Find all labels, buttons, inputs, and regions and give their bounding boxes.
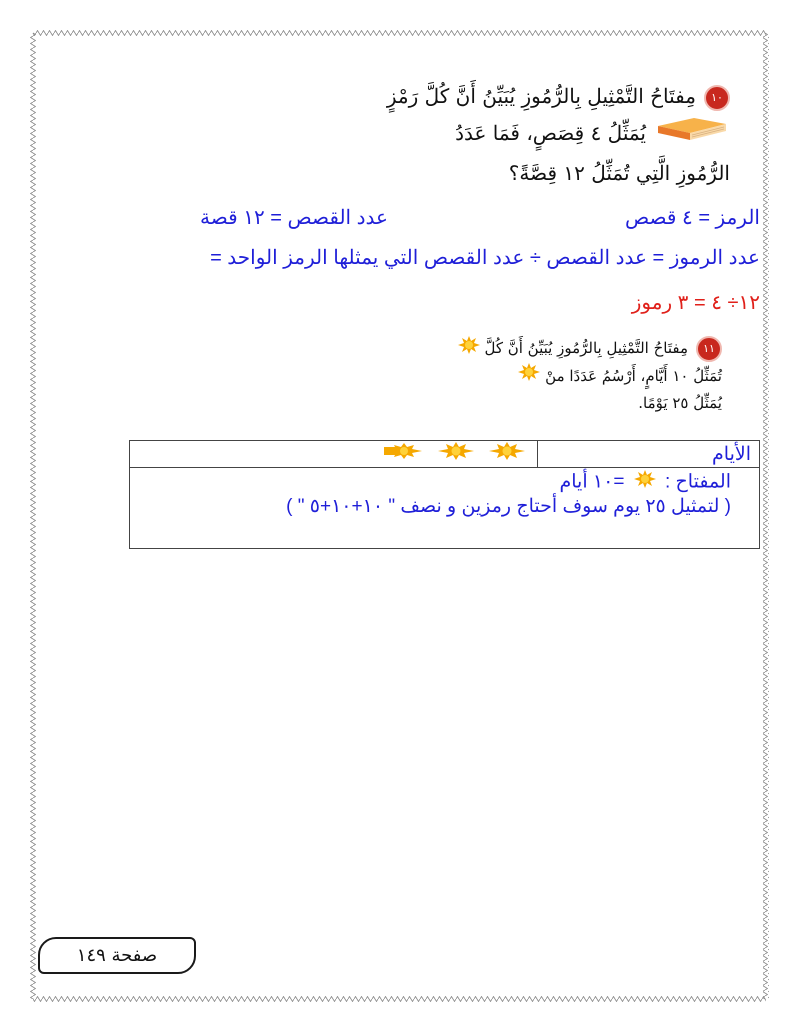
formula-line: عدد الرموز = عدد القصص ÷ عدد القصص التي يمثلها الرمز الواحد = (210, 247, 760, 269)
key-row (130, 468, 760, 549)
sun-icon (634, 470, 656, 495)
days-row (130, 441, 760, 468)
question-10 (110, 78, 730, 191)
page-number: صفحة ١٤٩ (38, 937, 196, 974)
key-label: المفتاح : (664, 471, 731, 493)
explanation-note: ( لتمثيل ٢٥ يوم سوف أحتاج رمزين و نصف " ١٠+١٠+٥ " ) (286, 496, 731, 517)
stories-count-equation: عدد القصص = ١٢ قصة (200, 207, 388, 229)
key-value: =١٠ أيام (559, 471, 625, 493)
question-10-line1: مِفتَاحُ التَّمْثِيلِ بِالرُّمُوزِ يُبَيِّنُ أَنَّ كُلَّ رَمْزٍ (386, 84, 696, 108)
sun-icon-half (384, 445, 424, 466)
question-11-line3: يُمَثِّلُ ٢٥ يَوْمًا. (638, 394, 722, 412)
book-icon (654, 114, 730, 155)
answer-result: ١٢÷ ٤ = ٣ رموز (631, 292, 760, 314)
pictograph-table (129, 440, 760, 549)
sun-icon (458, 336, 480, 363)
question-11-line2: تُمَثِّلُ ١٠ أَيَّامٍ، أَرْسُمُ عَدَدًا منْ (545, 366, 722, 385)
question-11 (302, 335, 722, 417)
days-label: الأيام (538, 441, 760, 468)
question-10-line2: يُمَثِّلُ ٤ قِصَصٍ، فَمَا عَدَدُ (455, 121, 646, 145)
question-10-line3: الرُّمُوزِ الَّتِي تُمَثِّلُ ١٢ قِصَّةً؟ (508, 161, 730, 185)
question-number-badge: ١٠ (704, 85, 730, 111)
sun-symbols-cell (130, 441, 538, 468)
sun-icon-full (430, 445, 475, 466)
question-11-line1: مِفتَاحُ التَّمْثِيلِ بِالرُّمُوزِ يُبَيِّنُ أَنَّ كُلَّ (484, 339, 688, 357)
key-cell (130, 468, 760, 549)
sun-icon (518, 363, 540, 390)
question-number-badge: ١١ (696, 336, 722, 362)
symbol-equation: الرمز = ٤ قصص (625, 207, 760, 229)
sun-icon-full (482, 445, 527, 466)
